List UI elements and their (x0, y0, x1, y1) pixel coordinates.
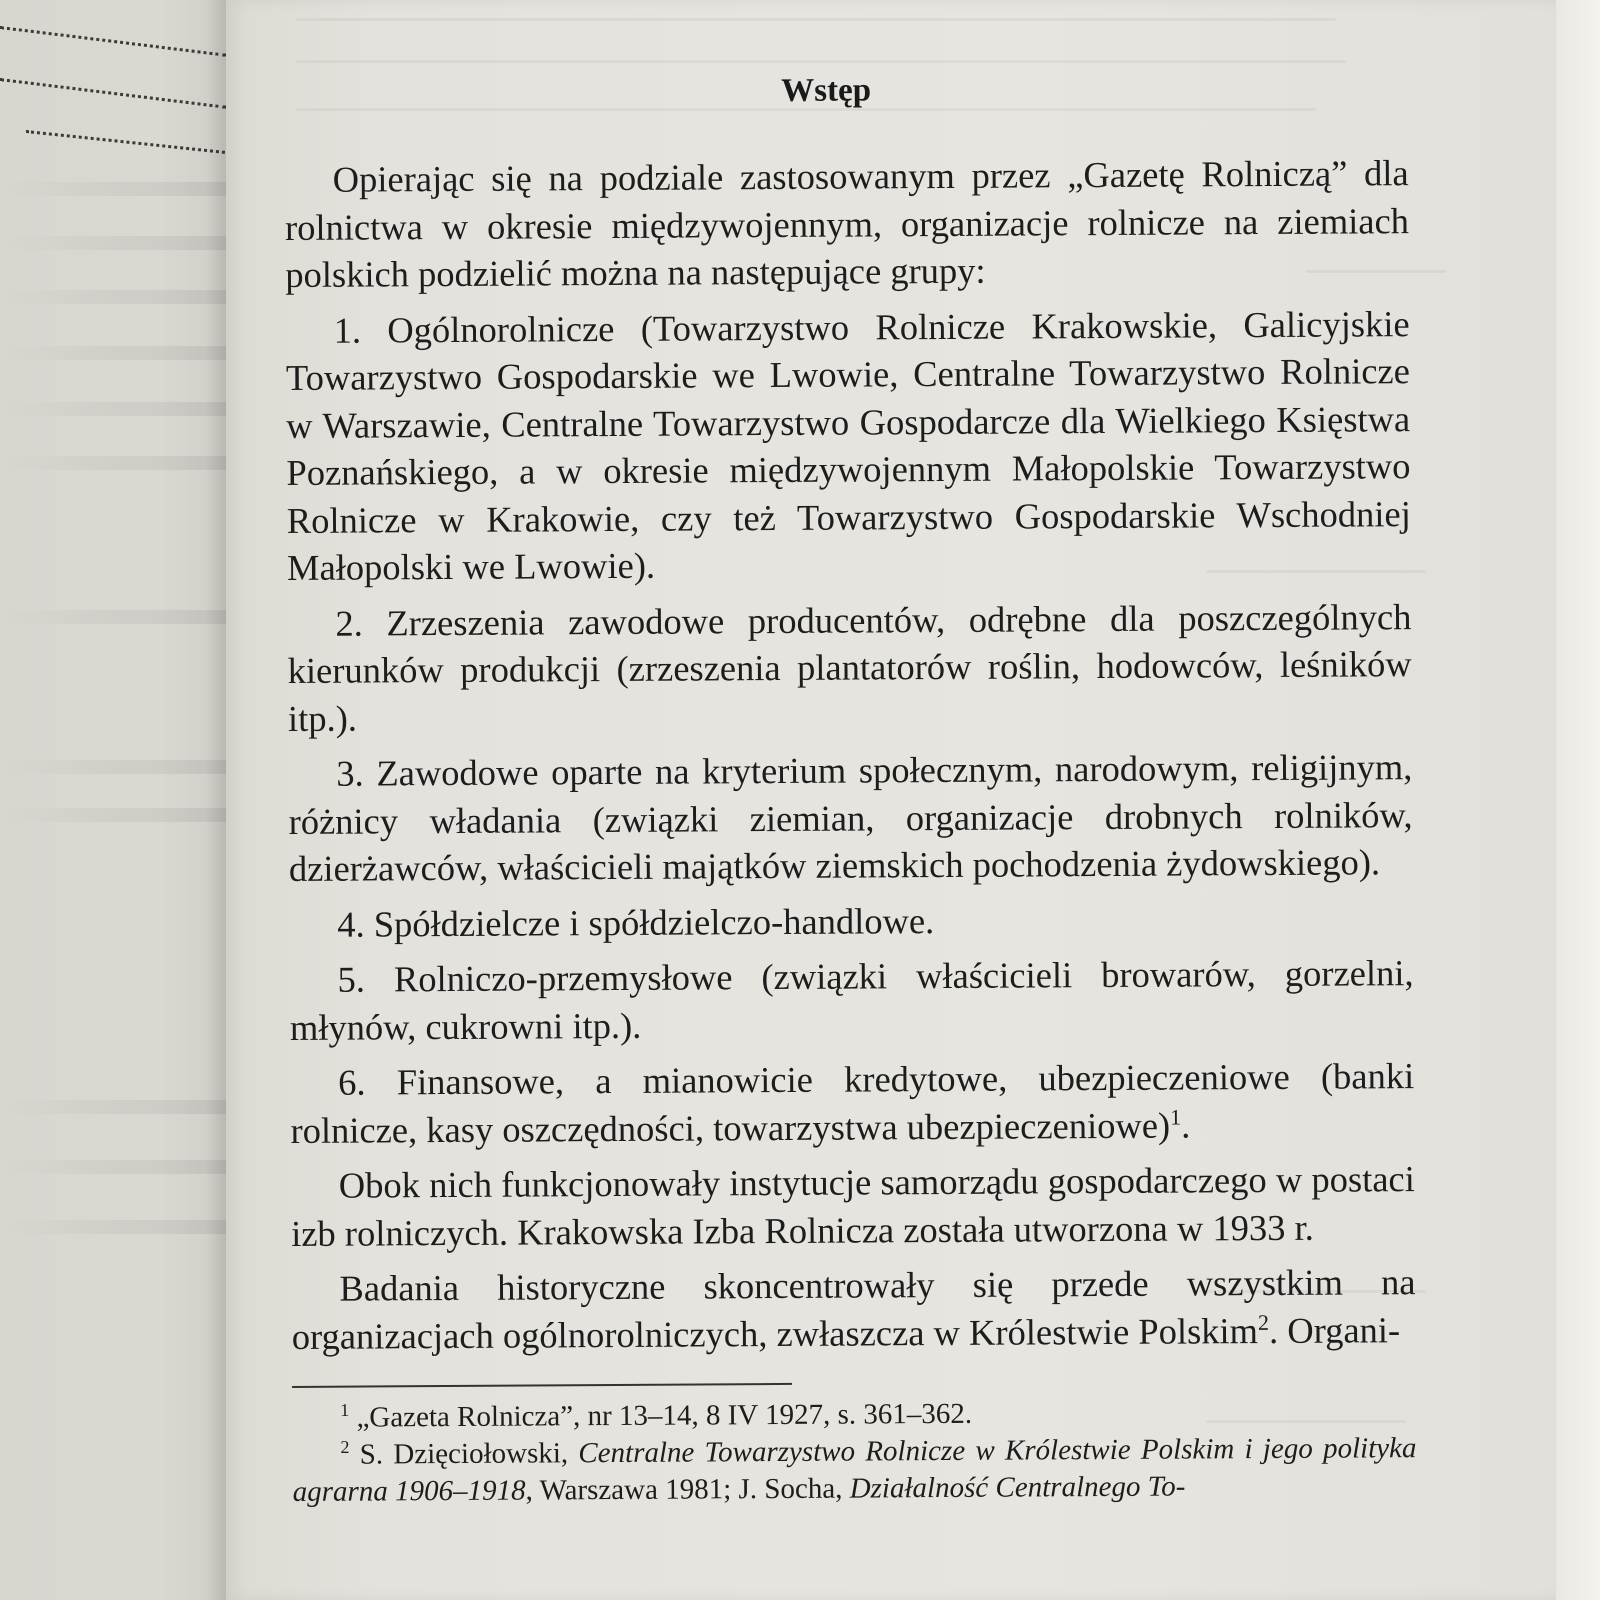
bleed-through (0, 182, 226, 196)
bleed-through (0, 1220, 226, 1234)
list-item: 3. Zawodowe oparte na kryterium społecznym, narodowym, religijnym, różnicy władania (związki ziemian, organizacje drobnych rolników, dzierżawców, właścicieli majątków ziemskich pochodzenia żydowskiego). (288, 746, 1413, 889)
footnote-divider (292, 1383, 792, 1388)
paragraph-text: Organi- (1287, 1308, 1401, 1351)
bleed-through (0, 236, 226, 250)
footnote (292, 1430, 1416, 1511)
bleed-through (0, 290, 226, 304)
sentence-end: . (1268, 1309, 1279, 1351)
list-item: 5. Rolniczo-przemysłowe (związki właścicieli browarów, gorzelni, młynów, cukrowni itp.). (289, 952, 1414, 1048)
footnote-book-title: Centralne Towarzystwo Rolnicze w Królestwie Polskim i jego polityka agrarna 1906–1918 (292, 1432, 1417, 1508)
list-item-text: 6. Finansowe, a mianowicie kredytowe, ubezpieczeniowe (banki rolnicze, kasy oszczędności, towarzystwa ubezpieczeniowe) (290, 1055, 1415, 1151)
footnote-author: S. Dzięciołowski, (359, 1437, 569, 1471)
bleed-through (0, 1100, 226, 1114)
dotted-leader (0, 78, 226, 109)
dotted-leader (0, 26, 226, 57)
footnote-book-title: Działalność Centralnego To- (849, 1470, 1186, 1505)
bleed-through (0, 402, 226, 416)
footnote-number: 2 (340, 1436, 350, 1458)
footnote-ref: 2 (1257, 1309, 1270, 1335)
paragraph (291, 1258, 1416, 1360)
sentence-end: . (1181, 1103, 1191, 1146)
dotted-leader (26, 130, 225, 154)
bleed-through (0, 346, 226, 360)
page-text (284, 59, 1417, 1511)
paragraph-text: Badania historyczne skoncentrowały się przede wszystkim na organizacjach ogólnorolniczych, zwłaszcza w Królestwie Polskim (291, 1261, 1416, 1357)
bleed-through (0, 1160, 226, 1174)
list-item (290, 1052, 1415, 1154)
footnote-text: „Gazeta Rolnicza”, nr 13–14, 8 IV 1927, s. 361–362. (356, 1397, 973, 1434)
page-edge (1556, 0, 1600, 1600)
previous-page (0, 0, 226, 1600)
bleed-through (0, 808, 226, 822)
paragraph: Opierając się na podziale zastosowanym przez „Gazetę Rolniczą” dla rolnictwa w okresie międzywojennym, organizacje rolnicze na ziemiach polskich podzielić można na następujące grupy: (284, 152, 1410, 295)
footnote-ref: 1 (1170, 1103, 1182, 1129)
list-item: 1. Ogólnorolnicze (Towarzystwo Rolnicze Krakowskie, Galicyjskie Towarzystwo Gospodarskie we Lwowie, Centralne Towarzystwo Rolnicze w Warszawie, Centralne Towarzystwo Gospodarcze dla Wielkiego Księstwa Poznańskiego, a w okresie międzywojennym Małopolskie Towarzystwo Rolnicze w Krakowie, czy też Towarzystwo Gospodarskie Wschodniej Małopolski we Lwowie). (285, 302, 1411, 588)
footnote-text: , Warszawa 1981; J. Socha, (525, 1472, 843, 1507)
chapter-title: Wstęp (781, 72, 872, 109)
list-item: 2. Zrzeszenia zawodowe producentów, odrębne dla poszczególnych kierunków produkcji (zrzeszenia plantatorów roślin, hodowców, leśników itp.). (287, 595, 1412, 739)
bleed-through (0, 456, 226, 470)
list-item: 4. Spółdzielcze i spółdzielczo-handlowe. (337, 899, 935, 945)
bleed-through (0, 760, 226, 774)
footnote-number: 1 (340, 1399, 350, 1421)
paragraph: Obok nich funkcjonowały instytucje samorządu gospodarczego w postaci izb rolniczych. Krakowska Izba Rolnicza została utworzona w 1933 r. (291, 1158, 1415, 1254)
bleed-through (0, 610, 226, 624)
